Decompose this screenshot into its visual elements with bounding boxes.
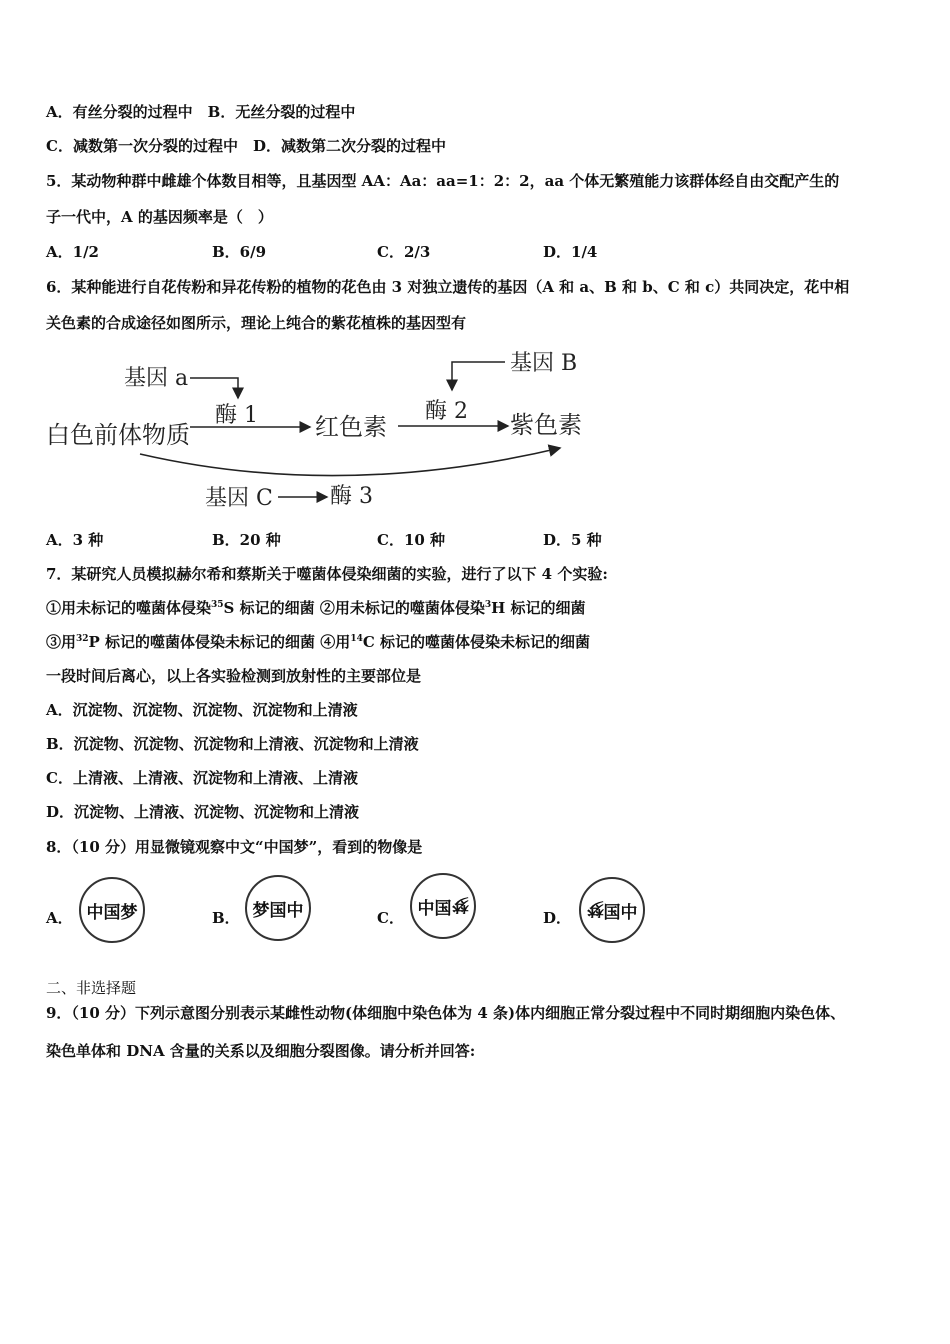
gene-a-label: 基因 a [124,366,189,391]
q6-option-d: D．5 种 [543,531,602,549]
q7-experiments-3-4: ③用$^{32}$P 标记的噬菌体侵染未标记的细菌 ④用$^{14}$C 标记的噬菌体侵染未标记的细菌 [46,633,591,651]
q7-option-b: B．沉淀物、沉淀物、沉淀物和上清液、沉淀物和上清液 [46,735,419,753]
q6-option-c: C．10 种 [377,531,446,549]
q5-option-c: C．2/3 [377,243,431,261]
q6-stem-line-2: 关色素的合成途径如图所示，理论上纯合的紫花植株的基因型有 [46,314,467,332]
purple-pigment-label: 紫色素 [510,411,582,439]
q4-option-line-2: C．减数第一次分裂的过程中 D．减数第二次分裂的过程中 [46,137,446,155]
gene-c-label: 基因 C [205,486,273,511]
red-pigment-label: 红色素 [315,413,387,441]
q8-option-b-image: 梦国中 [245,875,311,941]
q8-option-d-image: 梦 国中 [579,877,645,943]
q5-option-d: D．1/4 [543,243,598,261]
q8-option-a-image: 中国梦 [79,877,145,943]
enzyme-2-label: 酶 2 [425,399,468,424]
gene-b-arrow [452,362,505,390]
q7-option-d: D．沉淀物、上清液、沉淀物、沉淀物和上清液 [46,803,360,821]
q6-stem-line-1: 6．某种能进行自花传粉和异花传粉的植物的花色由 3 对独立遗传的基因（A 和 a、B 和 b、C 和 c）共同决定，花中相 [46,278,850,296]
gene-a-arrow [190,378,238,398]
precursor-label: 白色前体物质 [46,421,190,449]
q7-question: 一段时间后离心，以上各实验检测到放射性的主要部位是 [46,667,422,685]
q4-option-line-1: A．有丝分裂的过程中 B．无丝分裂的过程中 [46,103,356,121]
q8-option-d-label: D． [543,909,572,927]
enzyme-1-label: 酶 1 [215,403,258,428]
q8-option-c-image: 中国 梦 [410,873,476,939]
q7-option-a: A．沉淀物、沉淀物、沉淀物、沉淀物和上清液 [46,701,358,719]
precursor-to-purple-curve [140,448,560,476]
q6-option-b: B．20 种 [212,531,281,549]
q9-stem-line-2: 染色单体和 DNA 含量的关系以及细胞分裂图像。请分析并回答: [46,1042,476,1060]
q5-stem-line-1: 5．某动物种群中雌雄个体数目相等，且基因型 AA：Aa：aa=1：2：2，aa 个体无繁殖能力该群体经自由交配产生的 [46,172,840,190]
q6-option-a: A．3 种 [46,531,104,549]
q8-stem: 8．（10 分）用显微镜观察中文“中国梦”，看到的物像是 [46,838,423,856]
q7-experiments-1-2: ①用未标记的噬菌体侵染$^{35}$S 标记的细菌 ②用未标记的噬菌体侵染$^3$H 标记的细菌 [46,599,586,617]
q8-option-a-label: A． [46,909,73,927]
q8-option-b-label: B． [212,909,240,927]
q8-option-c-label: C． [377,909,404,927]
section-2-title: 二、非选择题 [46,979,137,997]
q5-option-a: A．1/2 [46,243,99,261]
q5-option-b: B．6/9 [212,243,267,261]
q7-option-c: C．上清液、上清液、沉淀物和上清液、上清液 [46,769,358,787]
gene-b-label: 基因 B [510,351,578,376]
q9-stem-line-1: 9．（10 分）下列示意图分别表示某雌性动物(体细胞中染色体为 4 条)体内细胞正常分裂过程中不同时期细胞内染色体、 [46,1004,846,1022]
enzyme-3-label: 酶 3 [330,484,373,509]
q7-stem: 7．某研究人员模拟赫尔希和蔡斯关于噬菌体侵染细菌的实验，进行了以下 4 个实验: [46,565,608,583]
q5-stem-line-2: 子一代中，A 的基因频率是（ ） [46,208,273,226]
pigment-pathway-diagram [40,340,600,520]
